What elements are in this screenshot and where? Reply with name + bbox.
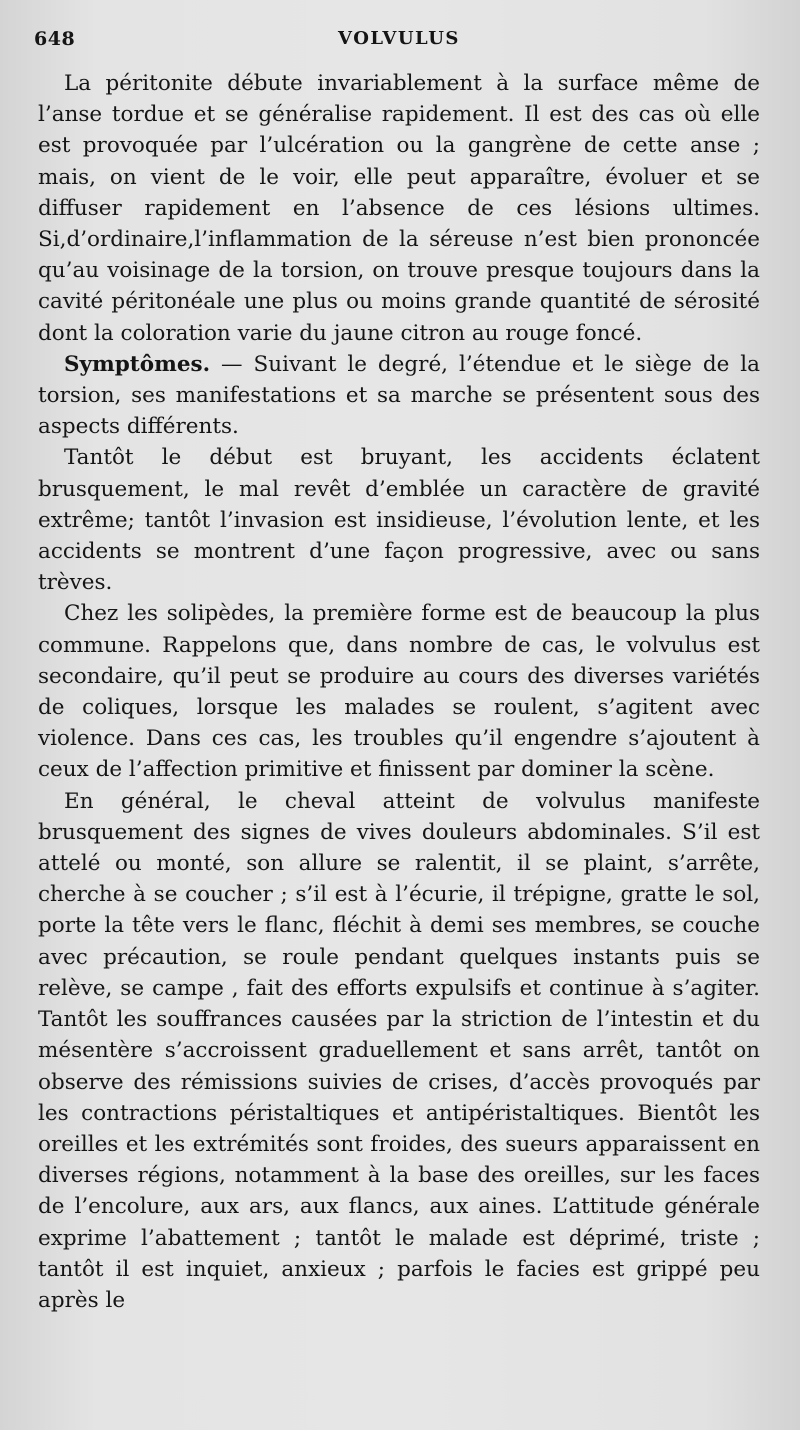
page-number: 648 [34,28,76,50]
paragraph-debut [38,442,760,598]
paragraph-solipedes [38,598,760,785]
paragraph-text: En général, le cheval atteint de volvulus manifeste brusquement des signes de vives douleurs abdominales. S’il est attelé ou monté, son allure se ralentit, il se plaint, s’arrête, cherche à se coucher ; s’il est à l’écurie, il trépigne, gratte le sol, porte la tête vers le flanc, fléchit à demi ses membres, se couche avec précaution, se roule pendant quelques instants puis se relève, se campe , fait des efforts expulsifs et continue à s’agiter. Tantôt les souffrances causées par la striction de l’intestin et du mésentère s’accroissent graduellement et sans arrêt, tantôt on observe des rémissions suivies de crises, d’accès provoqués par les contractions péristaltiques et antipéristaltiques. Bientôt les oreilles et les extrémités sont froides, des sueurs apparaissent en diverses régions, notamment à la base des oreilles, sur les faces de l’encolure, aux ars, aux flancs, aux aines. L’attitude générale exprime l’abattement ; tantôt le malade est déprimé, triste ; tantôt il est inquiet, anxieux ; parfois le facies est grippé peu après le [38,788,760,1313]
running-title: VOLVULUS [338,28,460,49]
paragraph-text: La péritonite débute invariablement à la surface même de l’anse tordue et se généralise rapidement. Il est des cas où elle est provoquée par l’ulcération ou la gangrène de cette anse ; mais, on vient de le voir, elle peut apparaître, évoluer et se diffuser rapidement en l’absence de ces lésions ultimes. Si,d’ordinaire,l’inflammation de la séreuse n’est bien prononcée qu’au voisinage de la torsion, on trouve presque toujours dans la cavité péritonéale une plus ou moins grande quantité de sérosité dont la coloration varie du jaune citron au rouge foncé. [38,71,760,346]
section-heading-symptomes: Symptômes. [64,351,211,377]
body-text [38,68,760,1316]
running-head [34,28,760,54]
paragraph-text: — Suivant le degré, l’étendue et le siège de la torsion, ses manifestations et sa marche se présentent sous des aspects différents. [38,351,760,440]
paragraph-cheval [38,786,760,1316]
paragraph-text: Chez les solipèdes, la première forme est de beaucoup la plus commune. Rappelons que, dans nombre de cas, le volvulus est secondaire, qu’il peut se produire au cours des diverses variétés de coliques, lorsque les malades se roulent, s’agitent avec violence. Dans ces cas, les troubles qu’il engendre s’ajoutent à ceux de l’affection primitive et finissent par dominer la scène. [38,601,760,783]
paragraph-text: Tantôt le début est bruyant, les accidents éclatent brusquement, le mal revêt d’emblée un caractère de gravité extrême; tantôt l’invasion est insidieuse, l’évolution lente, et les accidents se montrent d’une façon progressive, avec ou sans trèves. [38,445,760,596]
paragraph-peritonite [38,68,760,349]
paragraph-symptomes [38,349,760,443]
